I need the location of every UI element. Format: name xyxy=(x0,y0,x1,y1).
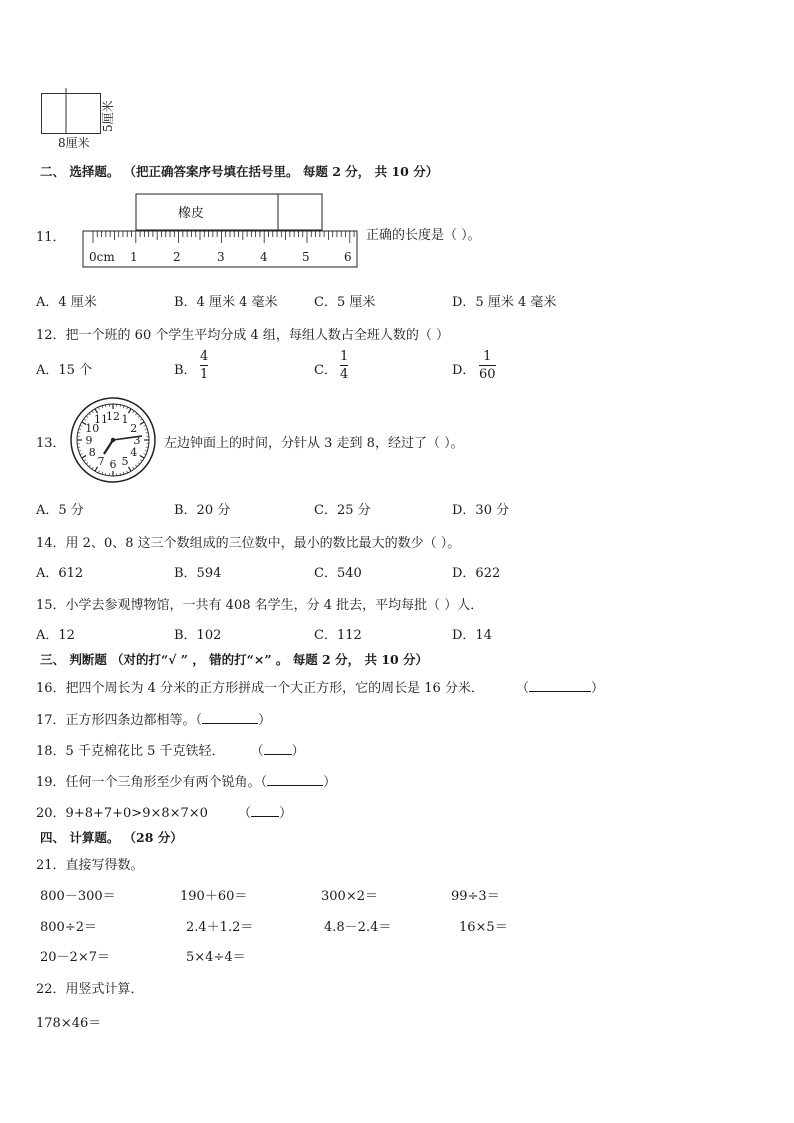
q22-expression: 178×46＝ xyxy=(36,1016,102,1031)
q11-option-c: C．5 厘米 xyxy=(314,295,376,310)
q14-option-c: C．540 xyxy=(314,566,362,581)
q21-title: 21．直接写得数。 xyxy=(36,858,144,873)
q17-open: （ xyxy=(195,713,203,728)
eraser-box xyxy=(136,194,322,230)
q17-answer-blank[interactable] xyxy=(202,711,258,724)
q15-text: 15．小学去参观博物馆，一共有 408 名学生，分 4 批去，平均每批（ ）人． xyxy=(36,598,484,613)
q13-text: 左边钟面上的时间，分针从 3 走到 8，经过了（ ）。 xyxy=(164,436,464,451)
clock-number-4: 4 xyxy=(130,446,138,459)
q19-item xyxy=(36,771,336,790)
ruler-figure xyxy=(80,193,366,269)
clock-number-5: 5 xyxy=(121,454,129,468)
q15-option-a: A．12 xyxy=(36,628,75,643)
section2-note: （把正确答案序号填在括号里。 每题 2 分， 共 10 分） xyxy=(123,164,439,179)
q16-open: （ xyxy=(516,681,530,696)
q14-option-d: D．622 xyxy=(452,566,501,581)
fraction-denominator: 60 xyxy=(479,367,496,382)
ruler-ticks xyxy=(93,231,354,243)
q18-item xyxy=(36,740,305,759)
q13-number: 13． xyxy=(36,436,66,451)
ruler-label-3: 3 xyxy=(217,250,225,264)
q20-close: ） xyxy=(279,806,293,821)
section4-heading xyxy=(40,828,183,846)
q12-option-a-letter: A． xyxy=(36,363,59,378)
fraction-denominator: 4 xyxy=(340,367,349,382)
q19-open: （ xyxy=(260,775,268,790)
ruler-label-1: 1 xyxy=(130,250,138,264)
q19-text: 19．任何一个三角形至少有两个锐角。 xyxy=(36,775,261,790)
calc-r1-c4: 99÷3＝ xyxy=(451,889,500,904)
q12-option-b-fraction xyxy=(200,349,208,382)
q11-text: 正确的长度是（ ）。 xyxy=(366,228,481,243)
rect-height-label: 5厘米 xyxy=(101,100,115,132)
calc-r2-c1: 800÷2＝ xyxy=(40,920,97,935)
calc-r2-c2: 2.4＋1.2＝ xyxy=(186,920,254,935)
calc-r2-c4: 16×5＝ xyxy=(459,920,508,935)
q18-answer-blank[interactable] xyxy=(264,742,292,755)
q20-text: 20．9+8+7+0>9×8×7×0 xyxy=(36,806,208,821)
section2-heading xyxy=(40,162,438,180)
clock-number-12: 12 xyxy=(106,410,120,423)
q16-text: 16．把四个周长为 4 分米的正方形拼成一个大正方形，它的周长是 16 分米． xyxy=(36,681,484,696)
q12-option-c-letter: C． xyxy=(314,363,337,378)
ruler-label-0: 0cm xyxy=(89,250,115,264)
q11-option-d: D．5 厘米 4 毫米 xyxy=(452,295,557,310)
clock-number-1: 1 xyxy=(121,413,129,427)
section2-title: 二、 选择题。 xyxy=(40,164,120,179)
q20-open: （ xyxy=(238,806,252,821)
q12-option-c-fraction xyxy=(340,349,348,382)
q11-number: 11． xyxy=(36,230,66,245)
q11-option-b: B．4 厘米 4 毫米 xyxy=(174,295,278,310)
clock-number-7: 7 xyxy=(97,454,105,468)
q12-text: 12．把一个班的 60 个学生平均分成 4 组，每组人数占全班人数的（ ） xyxy=(36,328,450,343)
calc-r3-c1: 20－2×7＝ xyxy=(40,950,110,965)
q20-answer-blank[interactable] xyxy=(251,804,279,817)
q19-answer-blank[interactable] xyxy=(267,773,323,786)
clock-number-9: 9 xyxy=(85,434,93,447)
clock-number-11: 11 xyxy=(94,413,108,427)
ruler-label-2: 2 xyxy=(173,250,181,264)
rectangle-figure xyxy=(40,88,130,152)
q22-title: 22．用竖式计算． xyxy=(36,982,144,997)
clock-number-6: 6 xyxy=(109,458,117,471)
section3-heading xyxy=(40,650,428,668)
rect-width-label: 8厘米 xyxy=(58,136,90,150)
clock-number-10: 10 xyxy=(85,422,100,435)
q11-option-a: A．4 厘米 xyxy=(36,295,97,310)
q14-text: 14．用 2、0、8 这三个数组成的三位数中，最小的数比最大的数少（ ）。 xyxy=(36,536,461,551)
q18-open: （ xyxy=(250,744,264,759)
q15-option-d: D．14 xyxy=(452,628,492,643)
clock-figure xyxy=(66,396,160,484)
clock-number-3: 3 xyxy=(133,434,141,447)
clock-number-8: 8 xyxy=(88,446,96,459)
q13-option-b: B．20 分 xyxy=(174,503,231,518)
q17-close: ） xyxy=(258,713,272,728)
clock-number-2: 2 xyxy=(130,422,138,435)
q19-close: ） xyxy=(323,775,337,790)
q15-option-c: C．112 xyxy=(314,628,362,643)
q18-text: 18．5 千克棉花比 5 千克铁轻． xyxy=(36,744,225,759)
q13-option-a: A．5 分 xyxy=(36,503,84,518)
calc-r2-c3: 4.8－2.4＝ xyxy=(324,920,392,935)
q13-option-d: D．30 分 xyxy=(452,503,510,518)
calc-r3-c2: 5×4÷4＝ xyxy=(186,950,246,965)
q15-option-b: B．102 xyxy=(174,628,222,643)
fraction-numerator: 4 xyxy=(200,349,209,364)
q12-option-d-letter: D． xyxy=(452,363,476,378)
q17-text: 17．正方形四条边都相等。 xyxy=(36,713,196,728)
q12-option-d-fraction xyxy=(479,349,496,382)
q12-option-a xyxy=(36,359,92,378)
q16-answer-blank[interactable] xyxy=(529,679,591,692)
section3-note: （对的打“√ ” ， 错的打“×” 。 每题 2 分， 共 10 分） xyxy=(111,652,429,667)
section3-title: 三、 判断题 xyxy=(40,652,107,667)
eraser-label: 橡皮 xyxy=(178,206,205,221)
q20-item xyxy=(36,802,292,821)
q16-close: ） xyxy=(591,681,605,696)
ruler-label-5: 5 xyxy=(302,250,310,264)
q18-close: ） xyxy=(291,744,305,759)
q17-item xyxy=(36,709,271,728)
ruler-label-4: 4 xyxy=(260,250,268,264)
calc-r1-c3: 300×2＝ xyxy=(321,889,378,904)
ruler-label-6: 6 xyxy=(344,250,352,264)
q12-option-b-letter: B． xyxy=(174,363,197,378)
clock-center-dot xyxy=(111,438,115,442)
fraction-numerator: 1 xyxy=(340,349,349,364)
q14-option-a: A．612 xyxy=(36,566,84,581)
calc-r1-c2: 190＋60＝ xyxy=(180,889,248,904)
section4-note: （28 分） xyxy=(123,830,183,845)
q13-option-c: C．25 分 xyxy=(314,503,371,518)
q12-option-a-value: 15 个 xyxy=(58,363,93,378)
q16-item xyxy=(36,677,604,696)
calc-r1-c1: 800－300＝ xyxy=(40,889,116,904)
q14-option-b: B．594 xyxy=(174,566,222,581)
fraction-numerator: 1 xyxy=(483,349,492,364)
section4-title: 四、 计算题。 xyxy=(40,830,120,845)
fraction-denominator: 1 xyxy=(200,367,209,382)
